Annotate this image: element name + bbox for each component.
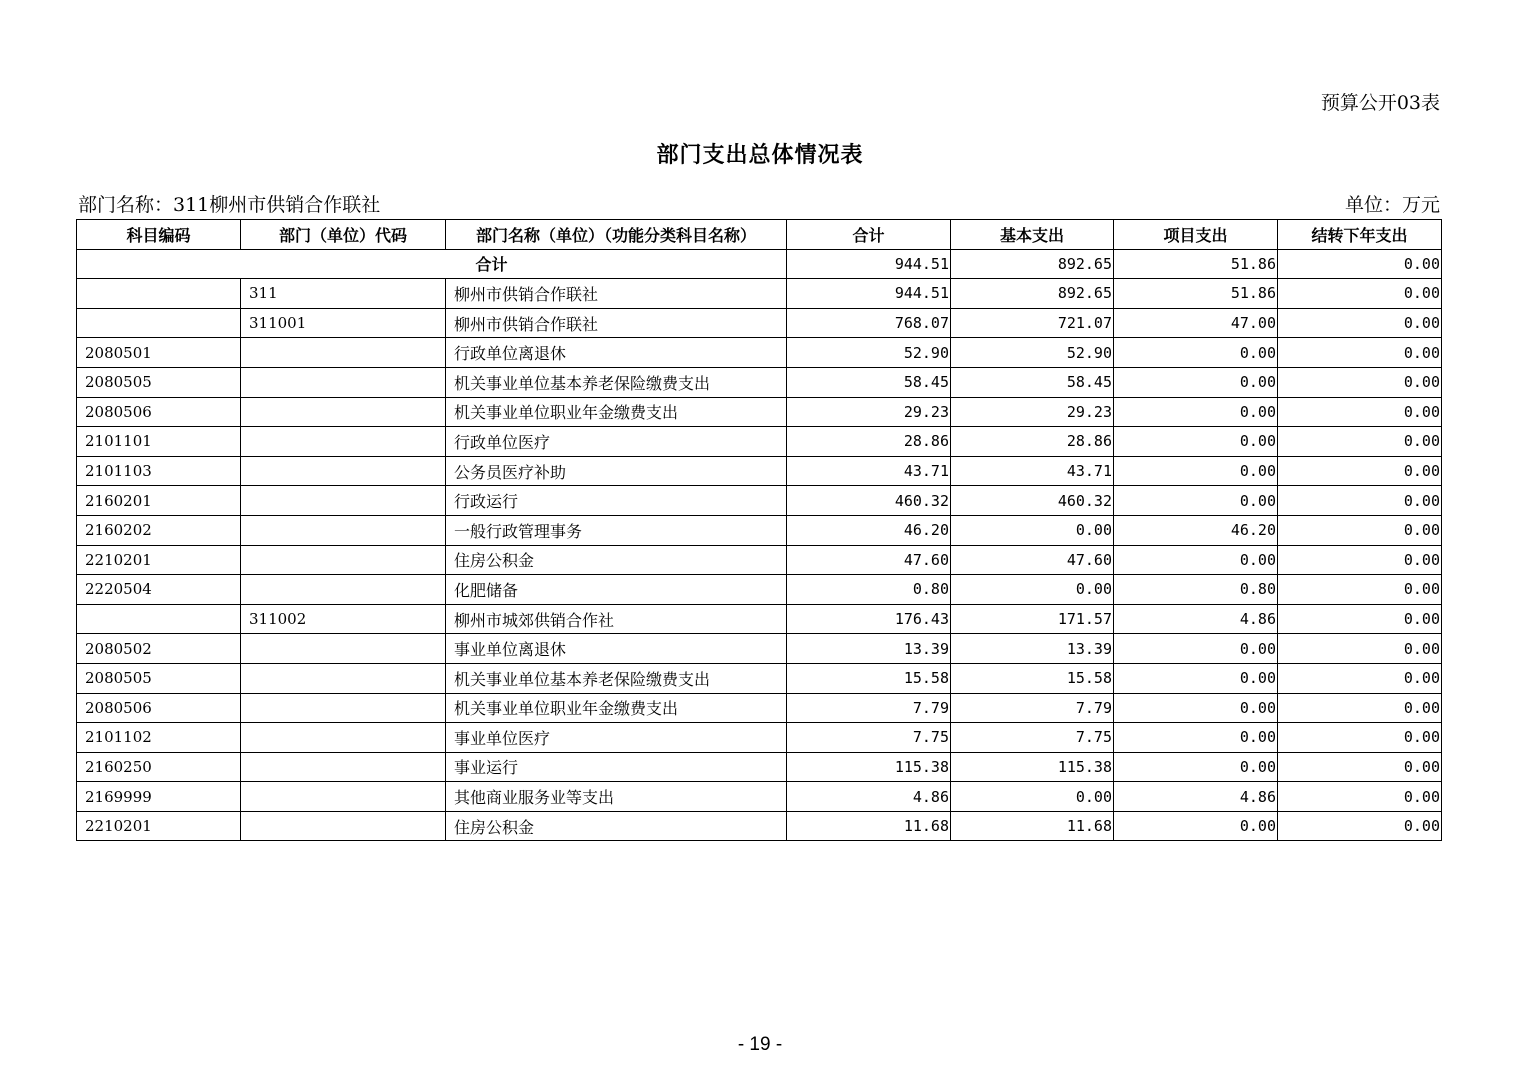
header-carry: 结转下年支出	[1278, 220, 1442, 250]
cell-total: 58.45	[787, 367, 951, 397]
cell-basic: 721.07	[951, 308, 1114, 338]
table-row	[77, 693, 1442, 723]
table-row	[77, 634, 1442, 664]
unit-label: 单位：万元	[1344, 194, 1440, 216]
cell-unit-code	[241, 782, 446, 812]
cell-basic: 47.60	[951, 545, 1114, 575]
cell-unit-code	[241, 367, 446, 397]
cell-carry: 0.00	[1278, 279, 1442, 309]
cell-carry: 0.00	[1278, 752, 1442, 782]
cell-project: 0.00	[1114, 486, 1278, 516]
cell-unit-name: 行政单位医疗	[446, 427, 787, 457]
cell-carry: 0.00	[1278, 545, 1442, 575]
cell-subject-code: 2080505	[77, 367, 241, 397]
cell-basic: 58.45	[951, 367, 1114, 397]
table-row	[77, 515, 1442, 545]
cell-total: 7.75	[787, 723, 951, 753]
table-row	[77, 663, 1442, 693]
cell-unit-code: 311	[241, 279, 446, 309]
table-header-row	[77, 220, 1442, 250]
cell-total: 7.79	[787, 693, 951, 723]
cell-subject-code: 2210201	[77, 811, 241, 841]
cell-basic: 13.39	[951, 634, 1114, 664]
cell-unit-code	[241, 545, 446, 575]
table-row	[77, 545, 1442, 575]
cell-carry: 0.00	[1278, 308, 1442, 338]
table-row	[77, 486, 1442, 516]
cell-unit-name: 化肥储备	[446, 575, 787, 605]
cell-project: 4.86	[1114, 782, 1278, 812]
cell-carry: 0.00	[1278, 515, 1442, 545]
cell-project: 0.80	[1114, 575, 1278, 605]
cell-project: 0.00	[1114, 456, 1278, 486]
cell-carry: 0.00	[1278, 486, 1442, 516]
table-row	[77, 811, 1442, 841]
cell-unit-name: 柳州市供销合作联社	[446, 308, 787, 338]
cell-subject-code: 2080501	[77, 338, 241, 368]
cell-total: 4.86	[787, 782, 951, 812]
cell-unit-name: 柳州市供销合作联社	[446, 279, 787, 309]
total-carry: 0.00	[1278, 249, 1442, 279]
cell-subject-code	[77, 308, 241, 338]
cell-unit-code	[241, 515, 446, 545]
cell-total: 768.07	[787, 308, 951, 338]
cell-unit-name: 机关事业单位基本养老保险缴费支出	[446, 663, 787, 693]
cell-subject-code: 2101102	[77, 723, 241, 753]
header-project: 项目支出	[1114, 220, 1278, 250]
header-subject-code: 科目编码	[77, 220, 241, 250]
cell-subject-code: 2080505	[77, 663, 241, 693]
cell-unit-code	[241, 397, 446, 427]
cell-project: 4.86	[1114, 604, 1278, 634]
cell-carry: 0.00	[1278, 338, 1442, 368]
cell-basic: 43.71	[951, 456, 1114, 486]
cell-unit-name: 事业运行	[446, 752, 787, 782]
table-row	[77, 367, 1442, 397]
table-row	[77, 752, 1442, 782]
cell-unit-name: 柳州市城郊供销合作社	[446, 604, 787, 634]
cell-total: 460.32	[787, 486, 951, 516]
cell-unit-code	[241, 486, 446, 516]
header-unit-code: 部门（单位）代码	[241, 220, 446, 250]
table-row	[77, 604, 1442, 634]
total-label: 合计	[77, 249, 787, 279]
cell-total: 0.80	[787, 575, 951, 605]
cell-project: 0.00	[1114, 367, 1278, 397]
cell-subject-code: 2080506	[77, 693, 241, 723]
cell-unit-code: 311001	[241, 308, 446, 338]
department-name: 部门名称：311柳州市供销合作联社	[78, 194, 381, 216]
cell-unit-name: 机关事业单位职业年金缴费支出	[446, 397, 787, 427]
table-row	[77, 723, 1442, 753]
table-row	[77, 782, 1442, 812]
cell-unit-name: 事业单位离退休	[446, 634, 787, 664]
cell-subject-code: 2160202	[77, 515, 241, 545]
table-row	[77, 397, 1442, 427]
total-total: 944.51	[787, 249, 951, 279]
page-title: 部门支出总体情况表	[656, 142, 864, 168]
cell-basic: 892.65	[951, 279, 1114, 309]
cell-unit-code	[241, 456, 446, 486]
cell-unit-name: 公务员医疗补助	[446, 456, 787, 486]
cell-basic: 0.00	[951, 515, 1114, 545]
cell-project: 0.00	[1114, 663, 1278, 693]
cell-subject-code: 2160201	[77, 486, 241, 516]
page-number: - 19 -	[737, 1034, 783, 1055]
cell-unit-code	[241, 723, 446, 753]
cell-unit-name: 事业单位医疗	[446, 723, 787, 753]
cell-project: 0.00	[1114, 693, 1278, 723]
cell-carry: 0.00	[1278, 693, 1442, 723]
cell-carry: 0.00	[1278, 811, 1442, 841]
cell-carry: 0.00	[1278, 456, 1442, 486]
cell-unit-code	[241, 575, 446, 605]
cell-project: 47.00	[1114, 308, 1278, 338]
cell-subject-code: 2080506	[77, 397, 241, 427]
cell-subject-code: 2101101	[77, 427, 241, 457]
cell-subject-code: 2210201	[77, 545, 241, 575]
cell-basic: 15.58	[951, 663, 1114, 693]
cell-basic: 0.00	[951, 575, 1114, 605]
cell-basic: 171.57	[951, 604, 1114, 634]
cell-total: 52.90	[787, 338, 951, 368]
cell-project: 0.00	[1114, 338, 1278, 368]
cell-project: 51.86	[1114, 279, 1278, 309]
cell-total: 11.68	[787, 811, 951, 841]
cell-unit-name: 机关事业单位职业年金缴费支出	[446, 693, 787, 723]
table-row	[77, 338, 1442, 368]
table-row	[77, 308, 1442, 338]
cell-unit-name: 其他商业服务业等支出	[446, 782, 787, 812]
cell-total: 46.20	[787, 515, 951, 545]
total-row	[77, 249, 1442, 279]
cell-unit-name: 一般行政管理事务	[446, 515, 787, 545]
cell-unit-code	[241, 427, 446, 457]
cell-project: 0.00	[1114, 811, 1278, 841]
table-row	[77, 456, 1442, 486]
cell-unit-name: 行政单位离退休	[446, 338, 787, 368]
cell-basic: 29.23	[951, 397, 1114, 427]
cell-total: 28.86	[787, 427, 951, 457]
cell-total: 13.39	[787, 634, 951, 664]
cell-carry: 0.00	[1278, 427, 1442, 457]
cell-carry: 0.00	[1278, 604, 1442, 634]
cell-subject-code: 2220504	[77, 575, 241, 605]
cell-unit-code	[241, 634, 446, 664]
cell-carry: 0.00	[1278, 634, 1442, 664]
cell-carry: 0.00	[1278, 367, 1442, 397]
cell-carry: 0.00	[1278, 397, 1442, 427]
cell-unit-code	[241, 752, 446, 782]
cell-basic: 460.32	[951, 486, 1114, 516]
cell-unit-name: 行政运行	[446, 486, 787, 516]
cell-total: 15.58	[787, 663, 951, 693]
cell-project: 0.00	[1114, 545, 1278, 575]
cell-basic: 11.68	[951, 811, 1114, 841]
cell-basic: 0.00	[951, 782, 1114, 812]
cell-project: 0.00	[1114, 634, 1278, 664]
cell-subject-code: 2160250	[77, 752, 241, 782]
cell-unit-code	[241, 693, 446, 723]
cell-subject-code	[77, 279, 241, 309]
cell-total: 47.60	[787, 545, 951, 575]
total-basic: 892.65	[951, 249, 1114, 279]
table-row	[77, 279, 1442, 309]
cell-unit-code	[241, 811, 446, 841]
cell-unit-code	[241, 663, 446, 693]
cell-carry: 0.00	[1278, 663, 1442, 693]
cell-basic: 52.90	[951, 338, 1114, 368]
cell-basic: 7.79	[951, 693, 1114, 723]
cell-carry: 0.00	[1278, 723, 1442, 753]
total-project: 51.86	[1114, 249, 1278, 279]
cell-total: 115.38	[787, 752, 951, 782]
cell-unit-name: 机关事业单位基本养老保险缴费支出	[446, 367, 787, 397]
cell-subject-code: 2169999	[77, 782, 241, 812]
cell-project: 0.00	[1114, 397, 1278, 427]
cell-carry: 0.00	[1278, 782, 1442, 812]
cell-total: 43.71	[787, 456, 951, 486]
cell-basic: 28.86	[951, 427, 1114, 457]
header-basic: 基本支出	[951, 220, 1114, 250]
header-total: 合计	[787, 220, 951, 250]
cell-project: 0.00	[1114, 752, 1278, 782]
cell-project: 0.00	[1114, 723, 1278, 753]
cell-basic: 115.38	[951, 752, 1114, 782]
cell-total: 944.51	[787, 279, 951, 309]
table-row	[77, 427, 1442, 457]
cell-project: 0.00	[1114, 427, 1278, 457]
cell-project: 46.20	[1114, 515, 1278, 545]
cell-carry: 0.00	[1278, 575, 1442, 605]
cell-unit-code	[241, 338, 446, 368]
header-unit-name: 部门名称（单位）（功能分类科目名称）	[446, 220, 787, 250]
expenditure-table	[76, 219, 1442, 841]
cell-total: 176.43	[787, 604, 951, 634]
cell-total: 29.23	[787, 397, 951, 427]
cell-unit-code: 311002	[241, 604, 446, 634]
cell-basic: 7.75	[951, 723, 1114, 753]
cell-subject-code	[77, 604, 241, 634]
cell-unit-name: 住房公积金	[446, 545, 787, 575]
cell-subject-code: 2080502	[77, 634, 241, 664]
cell-subject-code: 2101103	[77, 456, 241, 486]
cell-unit-name: 住房公积金	[446, 811, 787, 841]
table-row	[77, 575, 1442, 605]
form-code: 预算公开03表	[1320, 92, 1440, 114]
